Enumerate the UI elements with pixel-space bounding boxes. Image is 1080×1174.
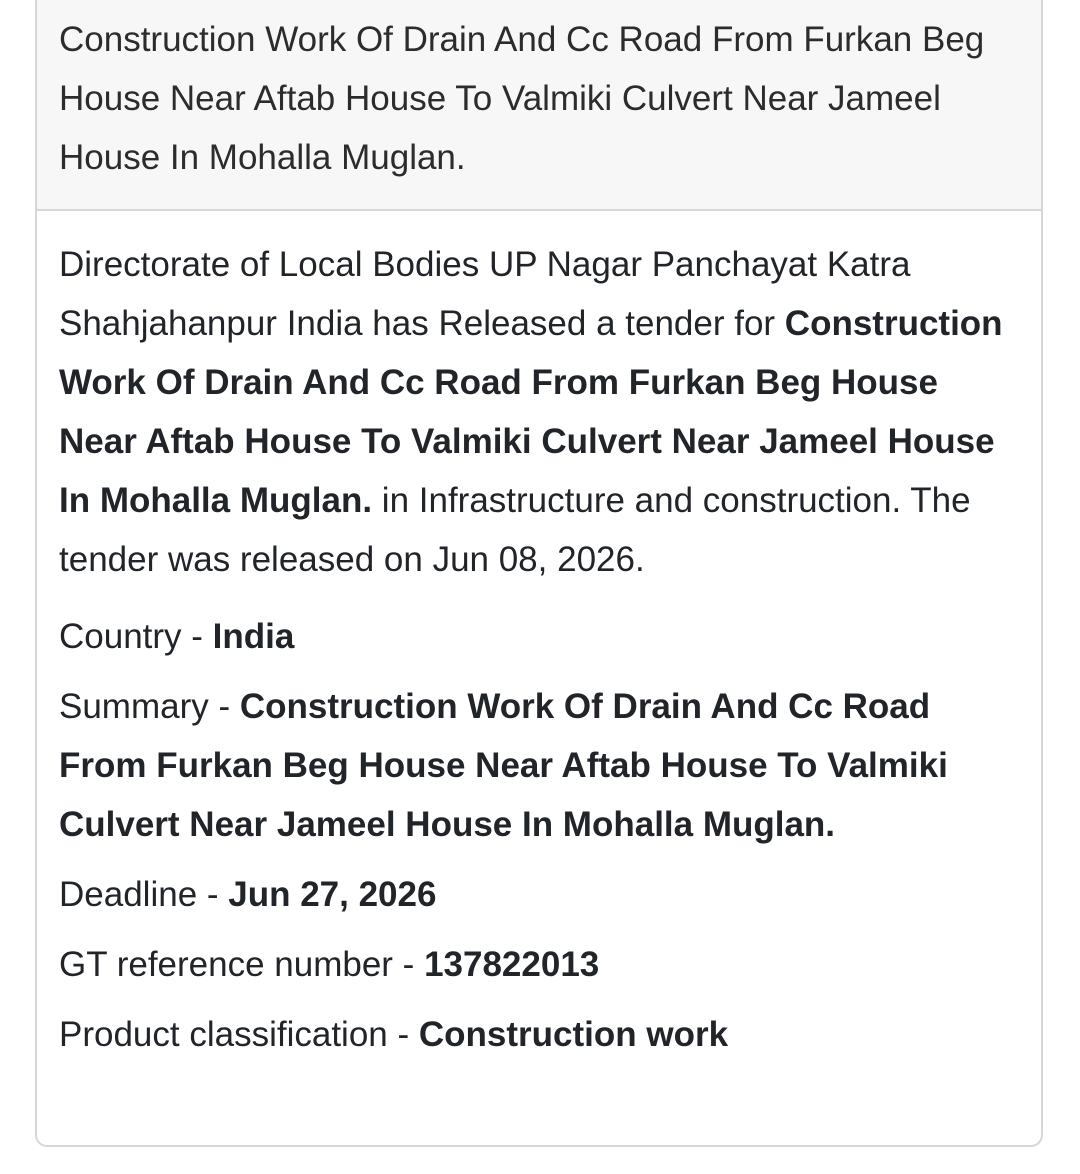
description-middle: in Infrastructure and construction. The tender was released on Jun 08, 2026. [59, 481, 971, 579]
summary-value: Construction Work Of Drain And Cc Road From Furkan Beg House Near Aftab House To Valmiki Culvert Near Jameel House In Mohalla Muglan. [59, 687, 948, 844]
gt-reference-label: GT reference number - [59, 945, 425, 984]
country-field [59, 607, 1019, 666]
tender-card [35, 0, 1043, 1147]
summary-label: Summary - [59, 687, 240, 726]
country-value: India [212, 617, 295, 656]
description-intro: Directorate of Local Bodies UP Nagar Panchayat Katra Shahjahanpur India has Released a tender for [59, 245, 911, 343]
gt-reference-value: 137822013 [424, 945, 600, 984]
product-classification-value: Construction work [418, 1015, 729, 1054]
product-classification-field [59, 1005, 1019, 1064]
card-header [37, 0, 1041, 211]
gt-reference-field [59, 935, 1019, 994]
tender-header-title: Construction Work Of Drain And Cc Road From Furkan Beg House Near Aftab House To Valmiki Culvert Near Jameel House In Mohalla Muglan. [59, 20, 985, 177]
card-body [37, 211, 1041, 1064]
description-tender-title: Construction Work Of Drain And Cc Road From Furkan Beg House Near Aftab House To Valmiki Culvert Near Jameel House In Mohalla Muglan. [59, 304, 1003, 520]
country-label: Country - [59, 617, 213, 656]
summary-field [59, 677, 1019, 854]
tender-description [59, 235, 1019, 589]
product-classification-label: Product classification - [59, 1015, 419, 1054]
deadline-label: Deadline - [59, 875, 229, 914]
deadline-field [59, 865, 1019, 924]
deadline-value: Jun 27, 2026 [228, 875, 437, 914]
